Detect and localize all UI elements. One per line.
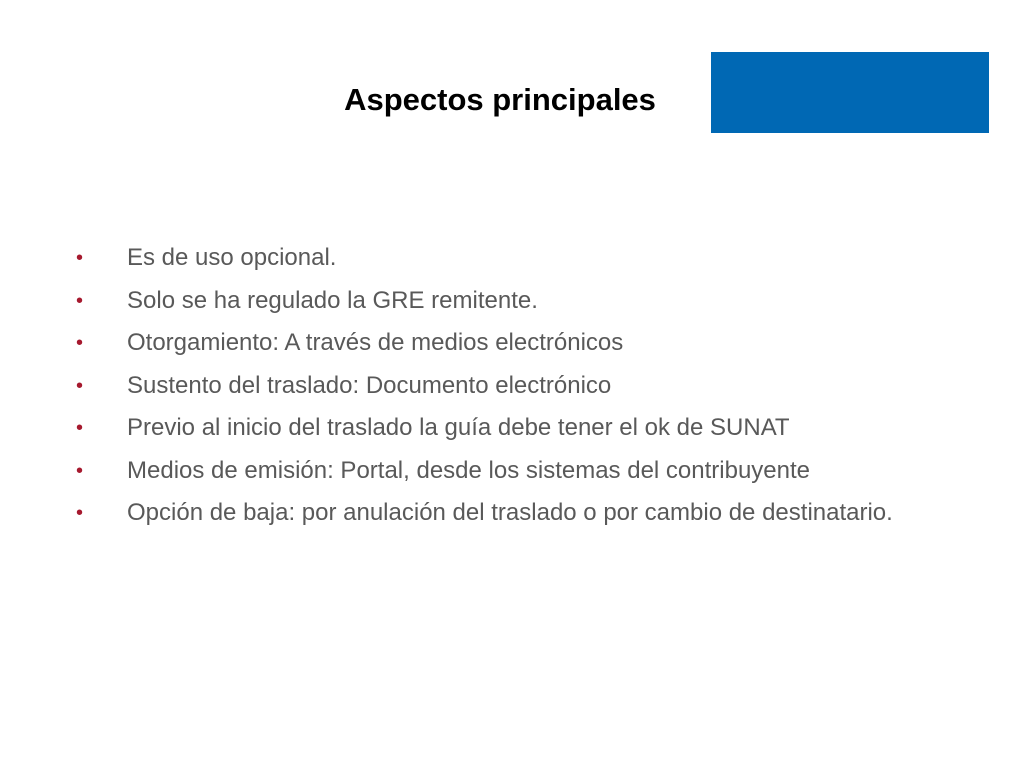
bullet-text: Solo se ha regulado la GRE remitente.: [127, 286, 538, 314]
bullet-dot-icon: •: [76, 374, 84, 397]
bullet-dot-icon: •: [76, 247, 84, 269]
bullet-item: [76, 371, 962, 401]
bullet-list: [76, 243, 962, 541]
bullet-text: Previo al inicio del traslado la guía debe tener el ok de SUNAT: [127, 414, 790, 441]
bullet-item: [76, 328, 962, 358]
bullet-dot-icon: •: [76, 459, 84, 482]
bullet-dot-icon: •: [76, 502, 84, 524]
bullet-item: [76, 413, 962, 443]
bullet-item: [76, 498, 962, 528]
bullet-item: [76, 243, 962, 273]
bullet-dot-icon: •: [76, 417, 84, 439]
slide-title: Aspectos principales: [344, 82, 656, 117]
bullet-item: [76, 456, 962, 486]
bullet-dot-icon: •: [76, 289, 84, 312]
bullet-text: Es de uso opcional.: [127, 244, 337, 271]
blue-corner-block: [711, 52, 989, 133]
bullet-text: Opción de baja: por anulación del traslado o por cambio de destinatario.: [127, 499, 893, 526]
bullet-text: Medios de emisión: Portal, desde los sistemas del contribuyente: [127, 456, 811, 484]
bullet-text: Otorgamiento: A través de medios electrónicos: [127, 329, 624, 356]
bullet-item: [76, 286, 962, 316]
bullet-text: Sustento del traslado: Documento electrónico: [127, 371, 612, 399]
bullet-dot-icon: •: [76, 332, 84, 354]
